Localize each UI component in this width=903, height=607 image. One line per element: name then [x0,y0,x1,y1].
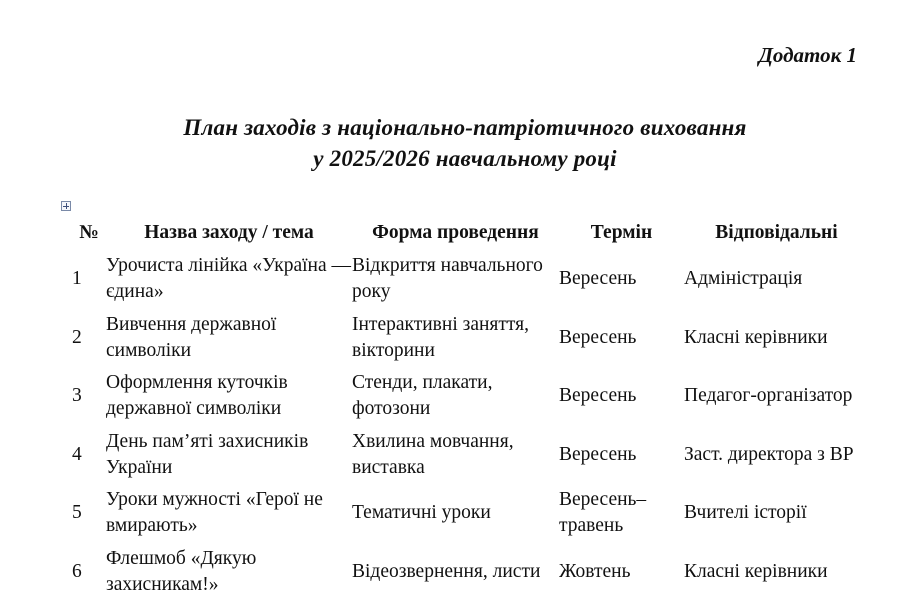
row-num: 1 [72,268,82,290]
table-row [72,309,869,368]
row-name: Урочиста лінійка «Україна — єдина» [106,255,352,303]
events-plan-table [72,216,869,601]
row-responsible: Вчителі історії [684,502,807,524]
row-term: Жовтень [559,560,631,582]
header-form: Форма проведення [372,222,539,243]
row-form: Відкриття навчального року [352,255,543,303]
table-row [72,250,869,309]
row-form: Інтерактивні заняття, вікторини [352,313,530,361]
row-form: Відеозвернення, листи [352,560,541,582]
row-term: Вересень [559,326,637,348]
header-term: Термін [590,222,653,243]
row-name: День пам’яті захисників України [106,430,309,478]
row-name: Вивчення державної символіки [106,313,277,361]
row-name: Флешмоб «Дякую захисникам!» [106,547,257,595]
row-num: 5 [72,502,82,524]
row-name: Уроки мужності «Герої не вмирають» [106,489,323,537]
table-row [72,367,869,426]
row-term: Вересень–травень [559,489,647,537]
row-num: 4 [72,443,82,465]
appendix-label: Додаток 1 [758,43,857,67]
row-num: 2 [72,326,82,348]
row-responsible: Класні керівники [684,326,828,348]
row-form: Тематичні уроки [352,502,491,524]
table-move-handle-icon[interactable] [61,201,71,211]
row-num: 6 [72,560,82,582]
table-row [72,543,869,602]
header-num: № [79,222,99,243]
document-title [0,112,903,174]
title-line-2: у 2025/2026 навчальному році [313,146,617,171]
header-responsible: Відповідальні [715,222,838,243]
header-name: Назва заходу / тема [144,222,314,243]
table-row [72,484,869,543]
row-form: Хвилина мовчання, виставка [352,430,514,478]
title-line-1: План заходів з національно-патріотичного виховання [183,115,747,140]
row-form: Стенди, плакати, фотозони [352,372,493,420]
row-responsible: Адміністрація [684,268,803,290]
row-term: Вересень [559,268,637,290]
table-row [72,426,869,485]
table-header-row [72,216,869,250]
row-num: 3 [72,385,82,407]
row-name: Оформлення куточків державної символіки [106,372,288,420]
row-responsible: Заст. директора з ВР [684,443,854,465]
row-term: Вересень [559,385,637,407]
row-responsible: Педагог-організатор [684,385,853,407]
row-responsible: Класні керівники [684,560,828,582]
row-term: Вересень [559,443,637,465]
